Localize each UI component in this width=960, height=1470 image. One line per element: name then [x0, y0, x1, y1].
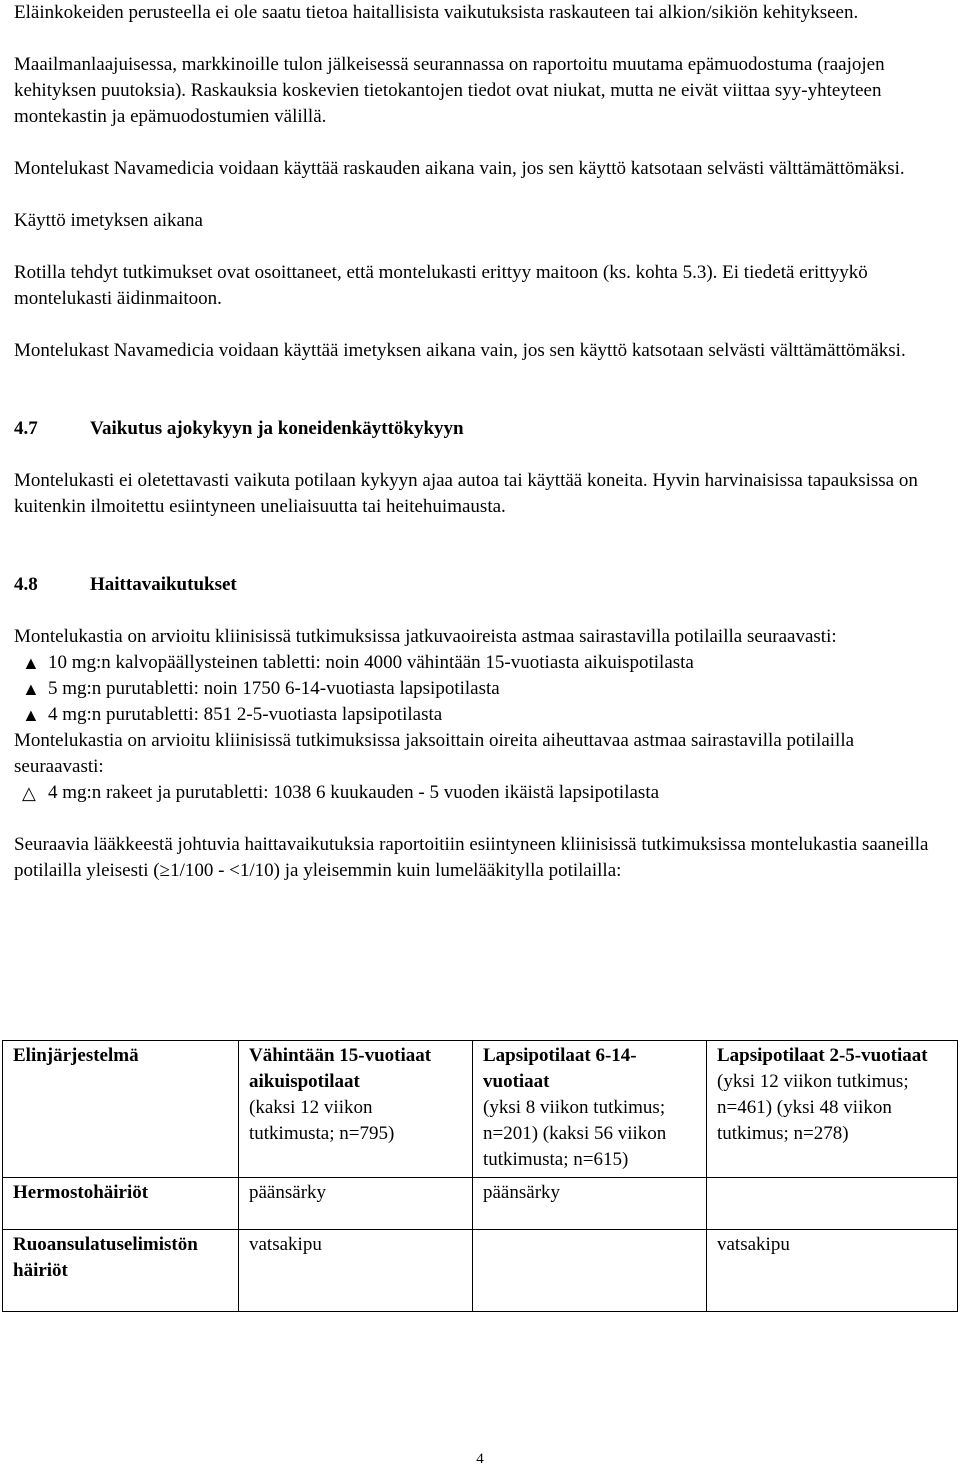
section-4-7-heading [14, 416, 944, 442]
bullet-icon: ▲ [22, 705, 40, 725]
paragraph-frequency: Seuraavia lääkkeestä johtuvia haittavaikutuksia raportoitiin esiintyneen kliinisissä tutkimuksissa montelukastia saaneilla potilailla yleisesti (≥1/100 - <1/10) ja yleisemmin kuin lumelääkitylla potilailla: [14, 832, 944, 884]
section-title: Vaikutus ajokykyyn ja koneidenkäyttökykyyn [90, 418, 464, 439]
page-number: 4 [476, 1451, 484, 1467]
bullet-icon: ▲ [22, 653, 40, 673]
table-row [3, 1178, 958, 1230]
document-page [14, 0, 944, 884]
organ-system-cell: Hermostohäiriöt [3, 1178, 239, 1230]
header-children-6-14: Lapsipotilaat 6-14-vuotiaat (yksi 8 viikon tutkimus; n=201) (kaksi 56 viikon tutkimusta; n=615) [473, 1041, 707, 1178]
greater-equal-symbol: ≥ [159, 860, 171, 881]
section-4-8-heading [14, 572, 944, 598]
child-6-14-cell [473, 1230, 707, 1312]
bullet-list-persistent [14, 650, 944, 728]
paragraph-postmarketing: Maailmanlaajuisessa, markkinoille tulon jälkeisessä seurannassa on raportoitu muutama epämuodostuma (raajojen kehityksen puutoksia). Raskauksia koskevien tietokantojen tiedot ovat niukat, mutta ne eivät viittaa syy-yhteyteen montekastin ja epämuodostumien välillä. [14, 54, 885, 127]
bullet-icon: △ [22, 783, 36, 803]
adult-cell: päänsärky [239, 1178, 473, 1230]
header-adults: Vähintään 15-vuotiaat aikuispotilaat (kaksi 12 viikon tutkimusta; n=795) [239, 1041, 473, 1178]
paragraph-intermittent-asthma-intro: Montelukastia on arvioitu kliinisissä tutkimuksissa jaksoittain oireita aiheuttavaa astmaa sairastavilla potilailla seuraavasti: [14, 730, 855, 777]
section-number: 4.8 [14, 574, 38, 595]
list-item: ▲ 10 mg:n kalvopäällysteinen tabletti: noin 4000 vähintään 15-vuotiasta aikuispotilasta [14, 650, 944, 676]
paragraph-driving: Montelukasti ei oletettavasti vaikuta potilaan kykyyn ajaa autoa tai käyttää koneita. Hyvin harvinaisissa tapauksissa on kuitenkin ilmoitettu esiintyneen uneliaisuutta tai heitehuimausta. [14, 470, 918, 517]
paragraph-animal-studies: Eläinkokeiden perusteella ei ole saatu tietoa haitallisista vaikutuksista raskauteen tai alkion/sikiön kehitykseen. [14, 2, 859, 23]
table-row [3, 1230, 958, 1312]
paragraph-persistent-asthma-intro: Montelukastia on arvioitu kliinisissä tutkimuksissa jatkuvaoireista astmaa sairastavilla potilailla seuraavasti: [14, 626, 837, 647]
header-organ-system: Elinjärjestelmä [3, 1041, 239, 1178]
organ-system-cell: Ruoansulatuselimistön häiriöt [3, 1230, 239, 1312]
paragraph-lactation-studies: Rotilla tehdyt tutkimukset ovat osoittaneet, että montelukasti erittyy maitoon (ks. kohta 5.3). Ei tiedetä erittyykö montelukasti äidinmaitoon. [14, 262, 868, 309]
paragraph-pregnancy-use: Montelukast Navamedicia voidaan käyttää raskauden aikana vain, jos sen käyttö katsotaan selvästi välttämättömäksi. [14, 158, 905, 179]
paragraph-lactation-use: Montelukast Navamedicia voidaan käyttää imetyksen aikana vain, jos sen käyttö katsotaan selvästi välttämättömäksi. [14, 340, 906, 361]
section-title: Haittavaikutukset [90, 574, 237, 595]
child-2-5-cell: vatsakipu [707, 1230, 958, 1312]
adverse-reactions-table [2, 1040, 958, 1312]
child-6-14-cell: päänsärky [473, 1178, 707, 1230]
adult-cell: vatsakipu [239, 1230, 473, 1312]
bullet-list-intermittent [14, 780, 944, 806]
list-item: ▲ 5 mg:n purutabletti: noin 1750 6-14-vuotiasta lapsipotilasta [14, 676, 944, 702]
lactation-subheading: Käyttö imetyksen aikana [14, 210, 203, 231]
bullet-icon: ▲ [22, 679, 40, 699]
list-item: △ 4 mg:n rakeet ja purutabletti: 1038 6 kuukauden - 5 vuoden ikäistä lapsipotilasta [14, 780, 944, 806]
list-item: ▲ 4 mg:n purutabletti: 851 2-5-vuotiasta lapsipotilasta [14, 702, 944, 728]
section-number: 4.7 [14, 418, 38, 439]
table-header-row [3, 1041, 958, 1178]
child-2-5-cell [707, 1178, 958, 1230]
header-children-2-5: Lapsipotilaat 2-5-vuotiaat (yksi 12 viikon tutkimus; n=461) (yksi 48 viikon tutkimus; n=278) [707, 1041, 958, 1178]
